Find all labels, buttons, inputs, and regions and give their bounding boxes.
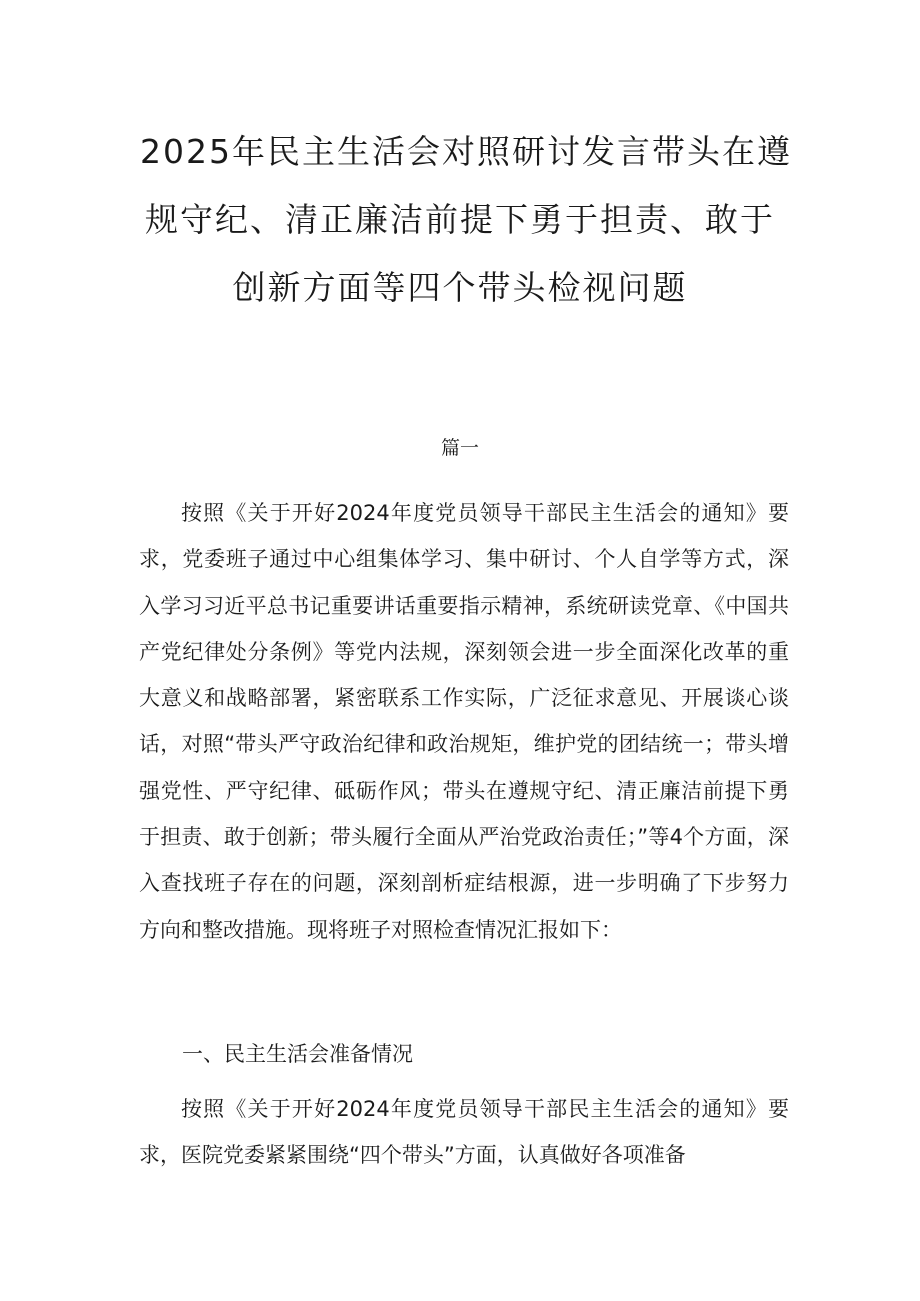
title-line-1: 2025年民主生活会对照研讨发言带头在遵 [140,132,792,171]
body-paragraph-1: 按照《关于开好2024年度党员领导干部民主生活会的通知》要求，党委班子通过中心组集体学习、集中研讨、个人自学等方式，深入学习习近平总书记重要讲话重要指示精神，系统研读党章、《中国共产党纪律处分条例》等党内法规，深刻领会进一步全面深化改革的重大意义和战略部署，紧密联系工作实际，广泛征求意见、开展谈心谈话，对照“带头严守政治纪律和政治规矩，维护党的团结统一；带头增强党性、严守纪律、砥砺作风；带头在遵规守纪、清正廉洁前提下勇于担责、敢于创新；带头履行全面从严治党政治责任；”等4个方面，深入查找班子存在的问题，深刻剖析症结根源，进一步明确了下步努力方向和整改措施。现将班子对照检查情况汇报如下： [139,501,789,942]
title-line-2: 规守纪、清正廉洁前提下勇于担责、敢于 [145,200,775,239]
body-paragraph-2: 按照《关于开好2024年度党员领导干部民主生活会的通知》要求，医院党委紧紧围绕“四个带头”方面，认真做好各项准备 [139,1097,789,1168]
document-title [140,118,792,322]
title-line-3: 创新方面等四个带头检视问题 [232,268,688,307]
section-heading-1: 一、民主生活会准备情况 [182,1042,413,1066]
section-label: 篇一 [440,437,479,459]
